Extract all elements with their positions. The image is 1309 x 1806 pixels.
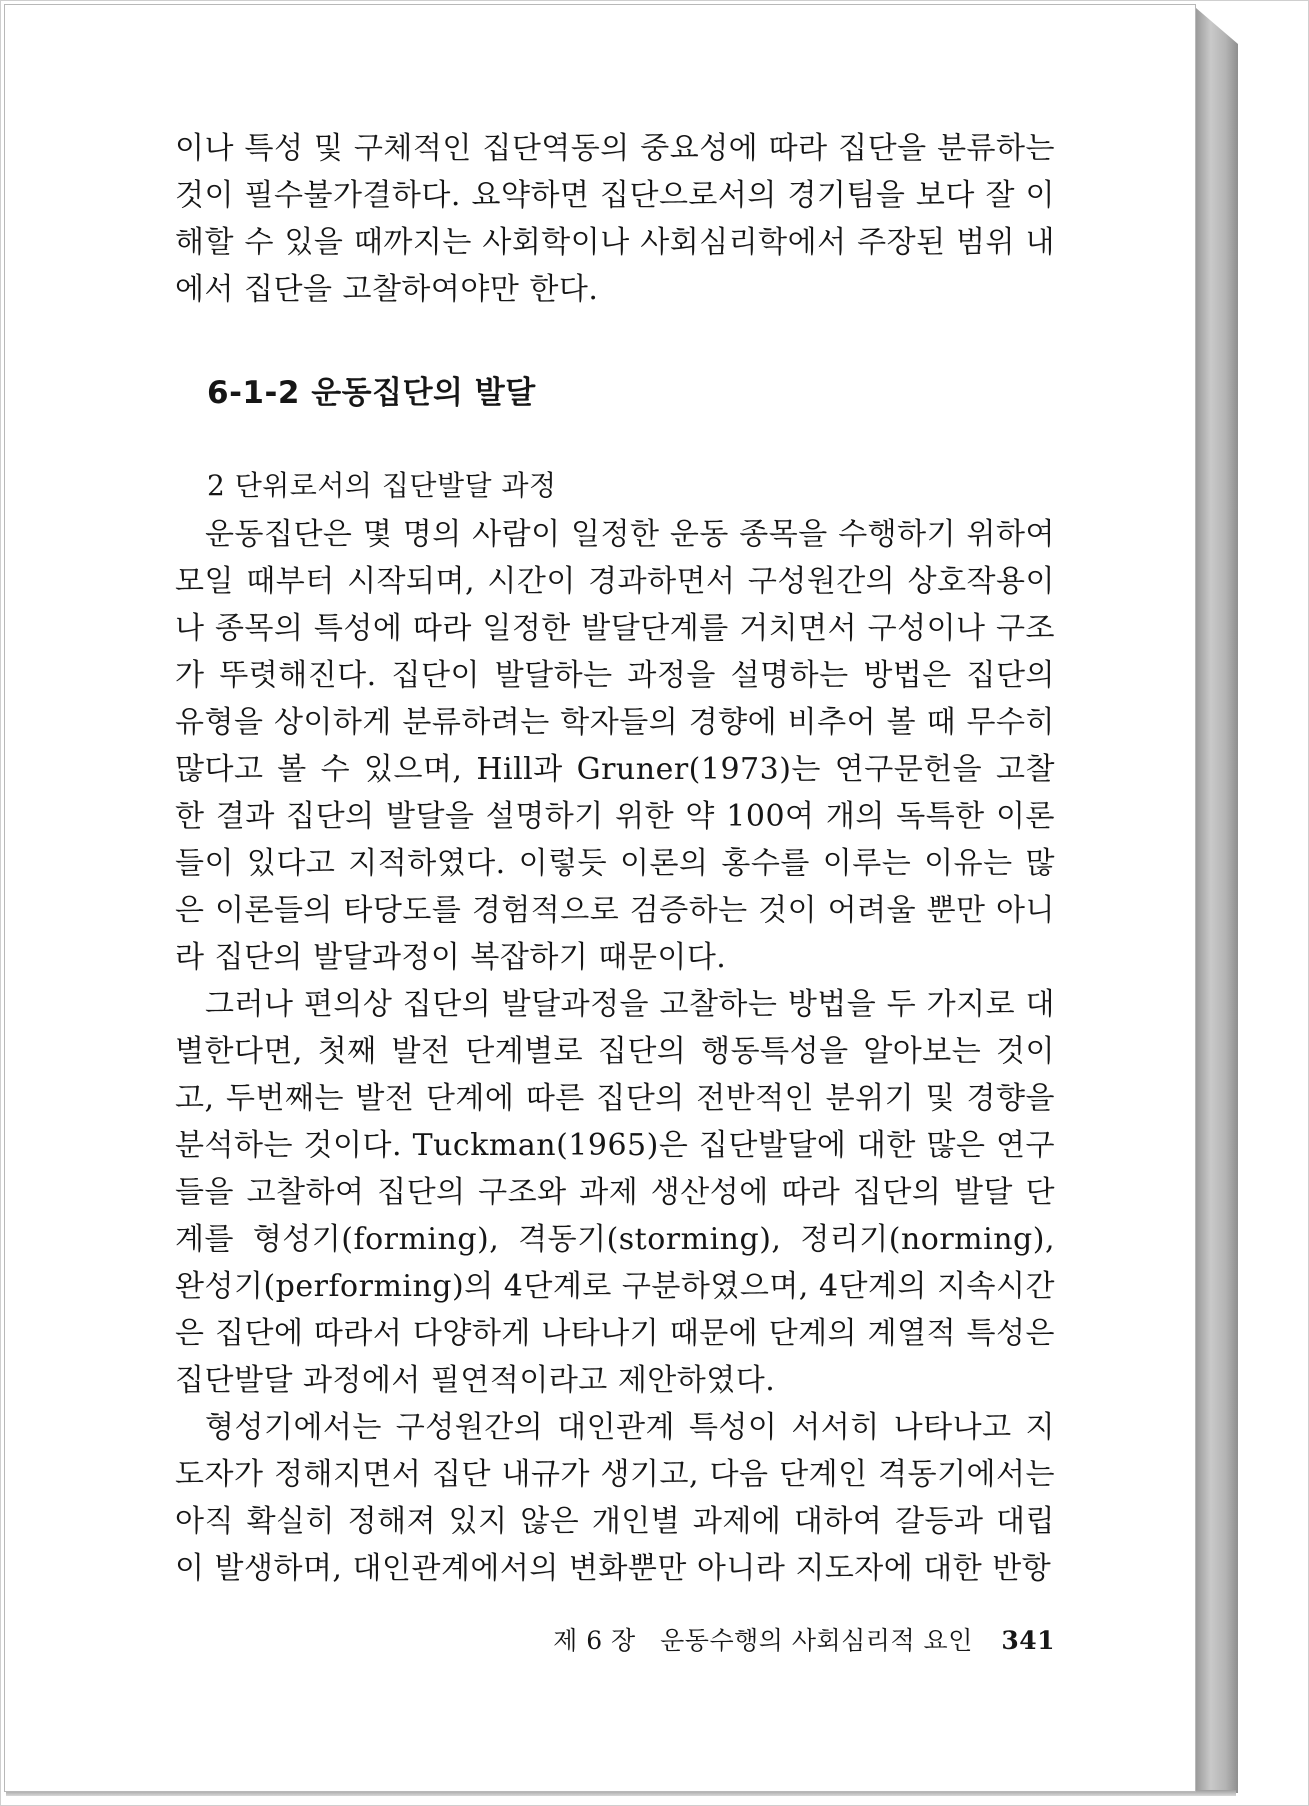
body-paragraph-3: 형성기에서는 구성원간의 대인관계 특성이 서서히 나타나고 지도자가 정해지면서 집단 내규가 생기고, 다음 단계인 격동기에서는 아직 확실히 정해져 있지 않은 개인별 과제에 대하여 갈등과 대립이 발생하며, 대인관계에서의 변화뿐만 아니라 지도자에 대한 반항 bbox=[175, 1410, 1055, 1586]
page-footer bbox=[545, 1621, 1055, 1661]
body-paragraph-2: 그러나 편의상 집단의 발달과정을 고찰하는 방법을 두 가지로 대별한다면, 첫째 발전 단계별로 집단의 행동특성을 알아보는 것이고, 두번째는 발전 단계에 따른 집단의 전반적인 분위기 및 경향을 분석하는 것이다. Tuckman(1965)은 집단발달에 대한 많은 연구들을 고찰하여 집단의 구조와 과제 생산성에 따라 집단의 발달 단계를 형성기(forming), 격동기(storming), 정리기(norming), 완성기(performing)의 4단계로 구분하였으며, 4단계의 지속시간은 집단에 따라서 다양하게 나타나기 때문에 단계의 계열적 특성은 집단발달 과정에서 필연적이라고 제안하였다. bbox=[175, 987, 1055, 1398]
section-heading: 6-1-2 운동집단의 발달 bbox=[207, 375, 536, 411]
book-page bbox=[4, 4, 1196, 1792]
body-paragraph-1: 운동집단은 몇 명의 사람이 일정한 운동 종목을 수행하기 위하여 모일 때부터 시작되며, 시간이 경과하면서 구성원간의 상호작용이나 종목의 특성에 따라 일정한 발달단계를 거치면서 구성이나 구조가 뚜렷해진다. 집단이 발달하는 과정을 설명하는 방법은 집단의 유형을 상이하게 분류하려는 학자들의 경향에 비추어 볼 때 무수히 많다고 볼 수 있으며, Hill과 Gruner(1973)는 연구문헌을 고찰한 결과 집단의 발달을 설명하기 위한 약 100여 개의 독특한 이론들이 있다고 지적하였다. 이렇듯 이론의 홍수를 이루는 이유는 많은 이론들의 타당도를 경험적으로 검증하는 것이 어려울 뿐만 아니라 집단의 발달과정이 복잡하기 때문이다. bbox=[175, 517, 1055, 975]
page-content bbox=[175, 125, 1055, 1592]
sub-heading: 2 단위로서의 집단발달 과정 bbox=[207, 469, 557, 502]
book-page-edge bbox=[1196, 8, 1238, 1793]
page-number: 341 bbox=[1001, 1626, 1055, 1655]
intro-paragraph: 이나 특성 및 구체적인 집단역동의 중요성에 따라 집단을 분류하는 것이 필수불가결하다. 요약하면 집단으로서의 경기팀을 보다 잘 이해할 수 있을 때까지는 사회학이나 사회심리학에서 주장된 범위 내에서 집단을 고찰하여야만 한다. bbox=[175, 131, 1055, 307]
footer-chapter: 제 6 장 bbox=[553, 1626, 636, 1655]
footer-chapter-title: 운동수행의 사회심리적 요인 bbox=[660, 1626, 973, 1655]
